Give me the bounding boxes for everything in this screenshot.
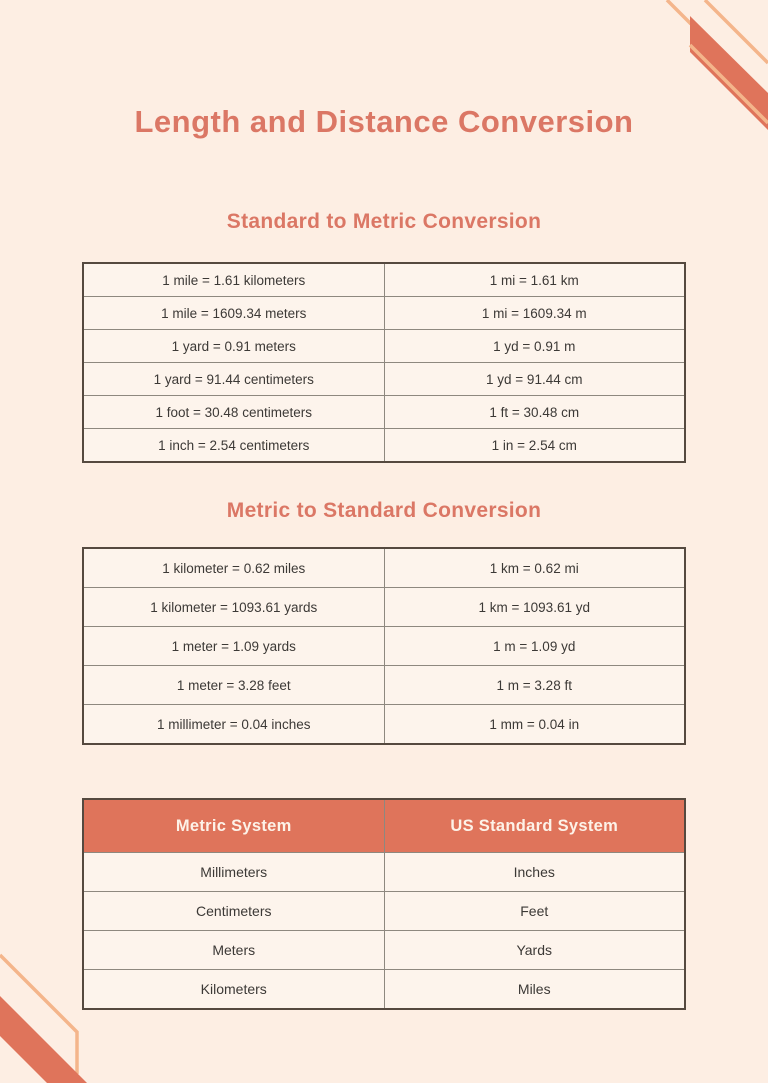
- section-heading-metric-to-standard: Metric to Standard Conversion: [226, 499, 542, 522]
- conversion-full-text: 1 mile = 1609.34 meters: [83, 297, 384, 330]
- table-row: [83, 263, 685, 297]
- page-title: Length and Distance Conversion: [134, 104, 634, 139]
- conversion-abbreviation: 1 km = 1093.61 yd: [384, 588, 685, 627]
- system-comparison-table: [82, 798, 686, 1010]
- table-row: [83, 548, 685, 588]
- conversion-full-text: 1 kilometer = 0.62 miles: [83, 548, 384, 588]
- conversion-full-text: 1 mile = 1.61 kilometers: [83, 263, 384, 297]
- conversion-abbreviation: 1 m = 1.09 yd: [384, 627, 685, 666]
- us-unit-cell: Yards: [384, 931, 685, 970]
- table-row: [83, 429, 685, 463]
- table-header-row: [83, 799, 685, 853]
- table-row: [83, 588, 685, 627]
- table-row: [83, 627, 685, 666]
- conversion-abbreviation: 1 yd = 0.91 m: [384, 330, 685, 363]
- table-row: [83, 666, 685, 705]
- conversion-abbreviation: 1 mi = 1609.34 m: [384, 297, 685, 330]
- metric-unit-cell: Kilometers: [83, 970, 384, 1010]
- us-standard-system-header: US Standard System: [384, 799, 685, 853]
- conversion-full-text: 1 millimeter = 0.04 inches: [83, 705, 384, 745]
- us-unit-cell: Inches: [384, 853, 685, 892]
- conversion-full-text: 1 inch = 2.54 centimeters: [83, 429, 384, 463]
- table-row: [83, 297, 685, 330]
- conversion-abbreviation: 1 m = 3.28 ft: [384, 666, 685, 705]
- metric-system-header: Metric System: [83, 799, 384, 853]
- metric-unit-cell: Millimeters: [83, 853, 384, 892]
- us-unit-cell: Miles: [384, 970, 685, 1010]
- table-row: [83, 931, 685, 970]
- section-heading-standard-to-metric: Standard to Metric Conversion: [226, 210, 542, 233]
- us-unit-cell: Feet: [384, 892, 685, 931]
- metric-to-standard-table: [82, 547, 686, 745]
- standard-to-metric-table: [82, 262, 686, 463]
- metric-unit-cell: Meters: [83, 931, 384, 970]
- table-row: [83, 396, 685, 429]
- table-row: [83, 363, 685, 396]
- table-row: [83, 892, 685, 931]
- conversion-abbreviation: 1 mi = 1.61 km: [384, 263, 685, 297]
- conversion-full-text: 1 foot = 30.48 centimeters: [83, 396, 384, 429]
- conversion-abbreviation: 1 ft = 30.48 cm: [384, 396, 685, 429]
- conversion-full-text: 1 meter = 1.09 yards: [83, 627, 384, 666]
- table-row: [83, 970, 685, 1010]
- conversion-abbreviation: 1 in = 2.54 cm: [384, 429, 685, 463]
- conversion-abbreviation: 1 yd = 91.44 cm: [384, 363, 685, 396]
- conversion-abbreviation: 1 mm = 0.04 in: [384, 705, 685, 745]
- table-row: [83, 330, 685, 363]
- conversion-full-text: 1 meter = 3.28 feet: [83, 666, 384, 705]
- conversion-full-text: 1 yard = 0.91 meters: [83, 330, 384, 363]
- conversion-full-text: 1 kilometer = 1093.61 yards: [83, 588, 384, 627]
- conversion-abbreviation: 1 km = 0.62 mi: [384, 548, 685, 588]
- conversion-full-text: 1 yard = 91.44 centimeters: [83, 363, 384, 396]
- table-row: [83, 853, 685, 892]
- metric-unit-cell: Centimeters: [83, 892, 384, 931]
- table-row: [83, 705, 685, 745]
